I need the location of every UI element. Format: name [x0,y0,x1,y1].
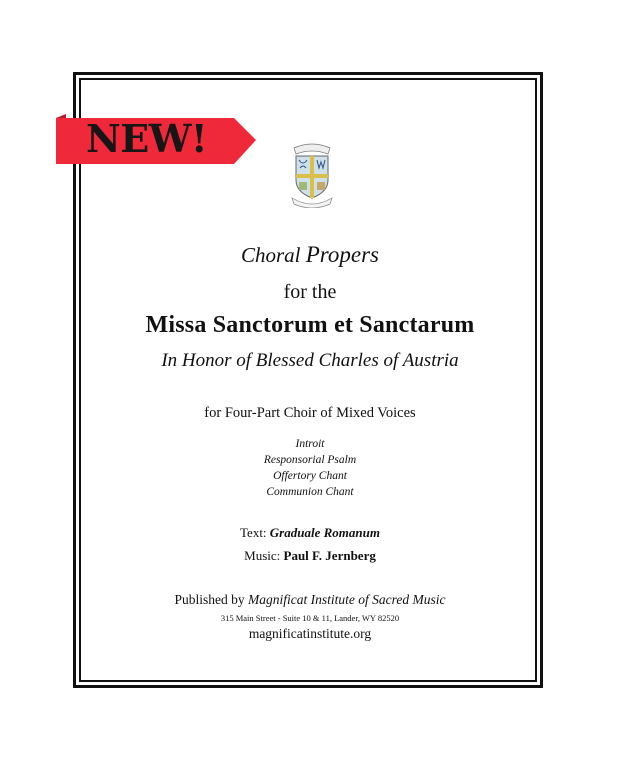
new-banner-label: NEW! [86,116,208,161]
page-subtitle: In Honor of Blessed Charles of Austria [161,350,459,371]
website-link[interactable]: magnificatinstitute.org [248,626,372,641]
part-item-introit: Introit [295,438,325,450]
for-the-line: for the [283,281,337,303]
text-credit-label: Text: [240,525,267,540]
music-credit-value: Paul F. Jernberg [283,548,376,563]
part-item-communion-chant: Communion Chant [266,486,354,498]
publisher-line [79,592,541,608]
propers-word: Propers [305,242,380,267]
music-credit-label: Music: [244,548,281,563]
text-credit [79,525,541,541]
voicing-line: for Four-Part Choir of Mixed Voices [204,405,416,421]
part-item-responsorial-psalm: Responsorial Psalm [263,454,357,466]
publisher-name: Magnificat Institute of Sacred Music [248,592,446,607]
text-credit-value: Graduale Romanum [269,525,380,540]
page-title: Missa Sanctorum et Sanctarum [145,312,475,338]
choral-propers-heading [79,242,541,268]
music-credit [79,548,541,564]
crest-icon [288,140,336,208]
choral-word: Choral [240,243,301,267]
publisher-label: Published by [174,592,245,607]
publisher-address: 315 Main Street - Suite 10 & 11, Lander, WY 82520 [220,613,400,623]
part-item-offertory-chant: Offertory Chant [273,470,347,482]
